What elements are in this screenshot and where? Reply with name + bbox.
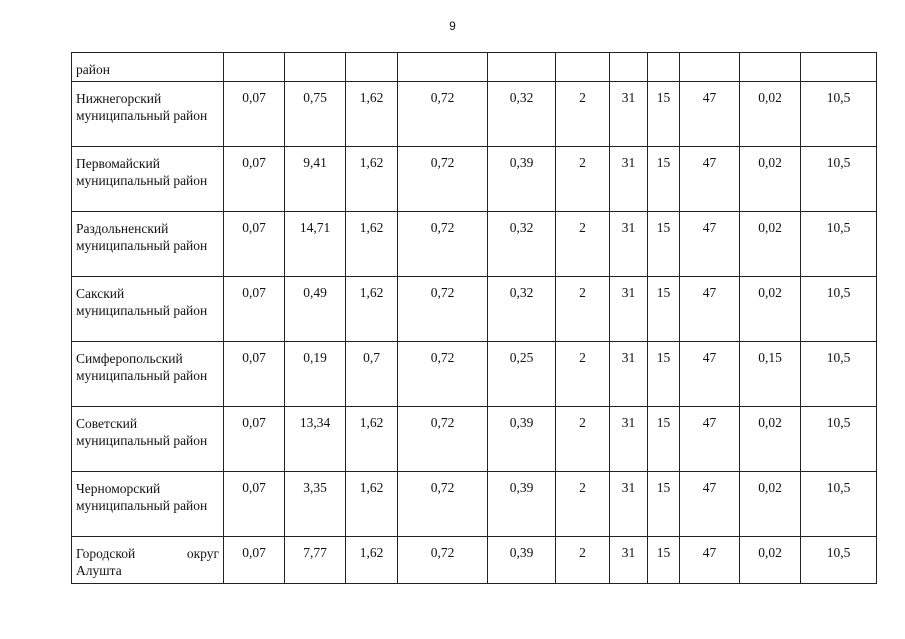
value-cell: 47 (680, 407, 740, 472)
value-cell: 10,5 (801, 212, 877, 277)
value-cell: 47 (680, 147, 740, 212)
value-cell: 10,5 (801, 472, 877, 537)
value-cell: 31 (610, 82, 648, 147)
value-cell: 31 (610, 537, 648, 584)
value-cell: 0,72 (398, 147, 488, 212)
table-row (72, 277, 877, 342)
value-cell: 0,07 (224, 537, 285, 584)
value-cell: 0,02 (740, 147, 801, 212)
table-row (72, 147, 877, 212)
table-row (72, 472, 877, 537)
value-cell: 2 (556, 277, 610, 342)
value-cell: 0,39 (488, 407, 556, 472)
value-cell: 0,02 (740, 82, 801, 147)
value-cell: 47 (680, 537, 740, 584)
district-name-cell: Нижнегорский муниципальный район (72, 82, 224, 147)
district-name-cell: Черноморский муниципальный район (72, 472, 224, 537)
value-cell: 0,72 (398, 342, 488, 407)
value-cell: 1,62 (346, 537, 398, 584)
value-cell: 14,71 (285, 212, 346, 277)
value-cell: 7,77 (285, 537, 346, 584)
value-cell (740, 53, 801, 82)
value-cell: 1,62 (346, 277, 398, 342)
value-cell: 0,07 (224, 277, 285, 342)
value-cell: 15 (648, 407, 680, 472)
value-cell: 47 (680, 277, 740, 342)
value-cell: 1,62 (346, 212, 398, 277)
value-cell: 0,07 (224, 147, 285, 212)
value-cell: 9,41 (285, 147, 346, 212)
table-row (72, 407, 877, 472)
value-cell (224, 53, 285, 82)
value-cell: 0,07 (224, 82, 285, 147)
value-cell: 0,39 (488, 537, 556, 584)
value-cell: 0,7 (346, 342, 398, 407)
value-cell: 0,72 (398, 407, 488, 472)
value-cell: 0,72 (398, 537, 488, 584)
value-cell: 0,02 (740, 472, 801, 537)
value-cell: 2 (556, 212, 610, 277)
value-cell: 10,5 (801, 147, 877, 212)
value-cell: 1,62 (346, 472, 398, 537)
value-cell: 2 (556, 472, 610, 537)
value-cell: 2 (556, 342, 610, 407)
value-cell: 10,5 (801, 407, 877, 472)
value-cell: 0,07 (224, 212, 285, 277)
value-cell: 10,5 (801, 277, 877, 342)
value-cell: 15 (648, 212, 680, 277)
value-cell: 3,35 (285, 472, 346, 537)
value-cell: 2 (556, 537, 610, 584)
value-cell (680, 53, 740, 82)
value-cell (488, 53, 556, 82)
value-cell: 10,5 (801, 82, 877, 147)
value-cell: 13,34 (285, 407, 346, 472)
value-cell (556, 53, 610, 82)
value-cell: 2 (556, 82, 610, 147)
value-cell: 0,15 (740, 342, 801, 407)
value-cell: 0,02 (740, 407, 801, 472)
value-cell (648, 53, 680, 82)
value-cell: 15 (648, 342, 680, 407)
value-cell: 15 (648, 537, 680, 584)
value-cell: 0,72 (398, 277, 488, 342)
value-cell: 31 (610, 277, 648, 342)
value-cell: 0,07 (224, 342, 285, 407)
value-cell: 2 (556, 407, 610, 472)
value-cell: 2 (556, 147, 610, 212)
value-cell: 0,07 (224, 407, 285, 472)
table-row (72, 342, 877, 407)
page-number: 9 (449, 19, 456, 33)
value-cell: 15 (648, 147, 680, 212)
value-cell (285, 53, 346, 82)
value-cell: 31 (610, 407, 648, 472)
value-cell: 0,72 (398, 212, 488, 277)
value-cell: 0,49 (285, 277, 346, 342)
district-name-cell: район (72, 53, 224, 82)
district-name-cell: Советский муниципальный район (72, 407, 224, 472)
district-name-cell: Городской округ Алушта (72, 537, 224, 584)
value-cell: 1,62 (346, 82, 398, 147)
district-name-cell: Раздольненский муниципальный район (72, 212, 224, 277)
value-cell (346, 53, 398, 82)
value-cell: 0,32 (488, 212, 556, 277)
table-row (72, 212, 877, 277)
table-row (72, 82, 877, 147)
district-name-cell: Симферопольский муниципальный район (72, 342, 224, 407)
value-cell (610, 53, 648, 82)
value-cell: 0,72 (398, 82, 488, 147)
value-cell: 0,07 (224, 472, 285, 537)
value-cell: 31 (610, 147, 648, 212)
value-cell: 47 (680, 82, 740, 147)
value-cell: 31 (610, 342, 648, 407)
value-cell: 0,19 (285, 342, 346, 407)
value-cell: 0,39 (488, 472, 556, 537)
district-name-cell: Первомайский муниципальный район (72, 147, 224, 212)
value-cell: 15 (648, 82, 680, 147)
table-body (72, 53, 877, 584)
value-cell: 0,32 (488, 82, 556, 147)
value-cell: 15 (648, 277, 680, 342)
value-cell: 31 (610, 472, 648, 537)
value-cell: 0,32 (488, 277, 556, 342)
table-row (72, 53, 877, 82)
value-cell: 0,25 (488, 342, 556, 407)
value-cell: 0,39 (488, 147, 556, 212)
value-cell: 1,62 (346, 407, 398, 472)
value-cell: 1,62 (346, 147, 398, 212)
value-cell: 0,72 (398, 472, 488, 537)
value-cell: 0,02 (740, 277, 801, 342)
value-cell (398, 53, 488, 82)
value-cell: 0,02 (740, 212, 801, 277)
table-row (72, 537, 877, 584)
value-cell: 31 (610, 212, 648, 277)
value-cell (801, 53, 877, 82)
value-cell: 10,5 (801, 342, 877, 407)
district-name-cell: Сакский муниципальный район (72, 277, 224, 342)
value-cell: 47 (680, 212, 740, 277)
data-table (71, 52, 877, 584)
value-cell: 47 (680, 342, 740, 407)
value-cell: 47 (680, 472, 740, 537)
value-cell: 10,5 (801, 537, 877, 584)
value-cell: 0,02 (740, 537, 801, 584)
value-cell: 15 (648, 472, 680, 537)
value-cell: 0,75 (285, 82, 346, 147)
